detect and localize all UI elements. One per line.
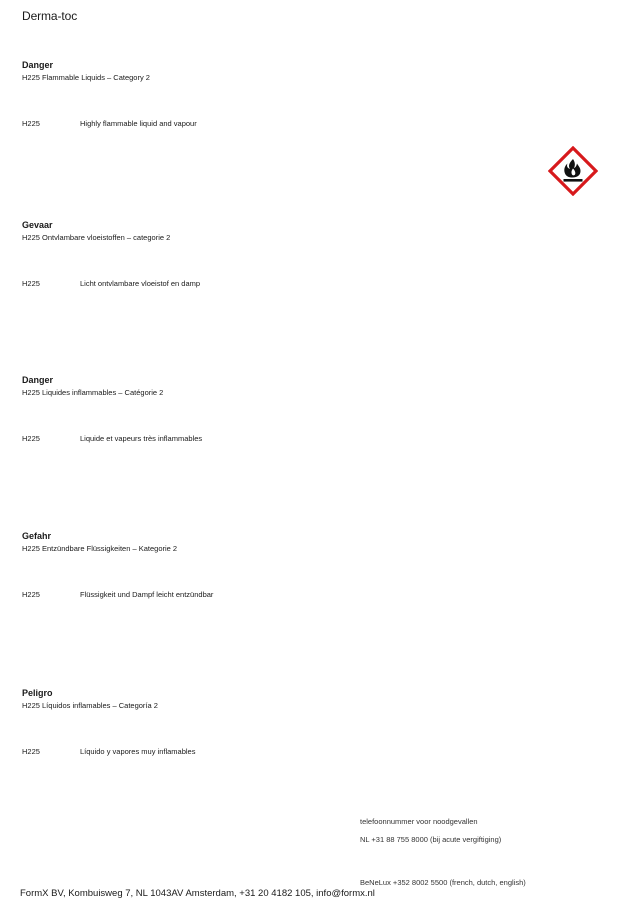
hazard-classification: H225 Flammable Liquids – Category 2 [22, 73, 150, 82]
hazard-section-dutch [22, 220, 542, 288]
hazard-code: H225 [22, 434, 40, 443]
hazard-code: H225 [22, 279, 40, 288]
signal-word: Danger [22, 375, 54, 385]
product-name: Derma-toc [22, 9, 78, 23]
hazard-classification: H225 Ontvlambare vloeistoffen – categorie 2 [22, 233, 171, 242]
hazard-code: H225 [22, 747, 40, 756]
company-footer: FormX BV, Kombuisweg 7, NL 1043AV Amsterdam, +31 20 4182 105, info@formx.nl [20, 888, 375, 899]
hazard-section-french [22, 375, 542, 443]
hazard-code: H225 [22, 590, 40, 599]
hazard-section-spanish [22, 688, 542, 756]
emergency-number-nl: NL +31 88 755 8000 (bij acute vergiftiging) [360, 835, 502, 844]
hazard-classification: H225 Entzündbare Flüssigkeiten – Kategorie 2 [22, 544, 178, 553]
ghs02-flame-icon [548, 146, 598, 196]
hazard-text: Licht ontvlambare vloeistof en damp [80, 279, 201, 288]
signal-word: Gevaar [22, 220, 53, 230]
hazard-code: H225 [22, 119, 40, 128]
emergency-number-benelux: BeNeLux +352 8002 5500 (french, dutch, english) [360, 878, 526, 887]
hazard-section-english [22, 60, 542, 128]
hazard-text: Líquido y vapores muy inflamables [80, 747, 196, 756]
emergency-label: telefoonnummer voor noodgevallen [360, 817, 478, 826]
hazard-text: Liquide et vapeurs très inflammables [80, 434, 203, 443]
hazard-section-german [22, 531, 542, 599]
hazard-classification: H225 Líquidos inflamables – Categoría 2 [22, 701, 158, 710]
hazard-text: Flüssigkeit und Dampf leicht entzündbar [80, 590, 214, 599]
hazard-text: Highly flammable liquid and vapour [80, 119, 197, 128]
signal-word: Gefahr [22, 531, 52, 541]
signal-word: Peligro [22, 688, 53, 698]
signal-word: Danger [22, 60, 54, 70]
hazard-classification: H225 Liquides inflammables – Catégorie 2 [22, 388, 164, 397]
